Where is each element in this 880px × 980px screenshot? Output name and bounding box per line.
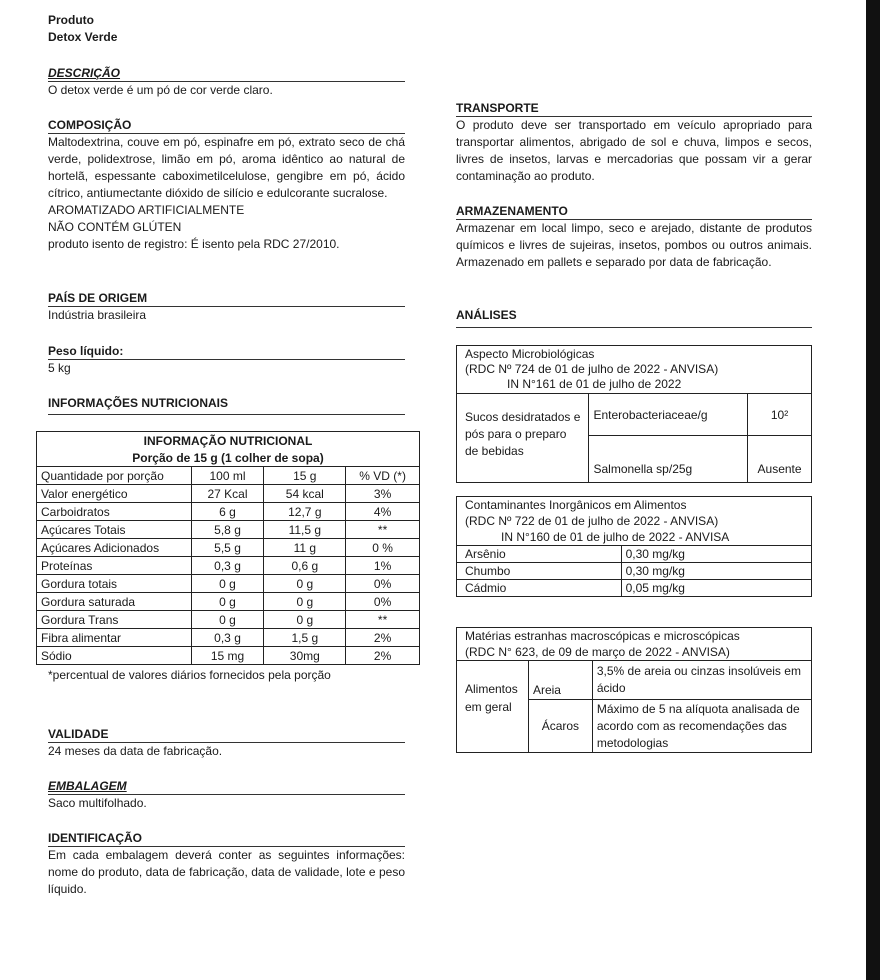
section-composicao (48, 118, 405, 253)
table-row (37, 485, 420, 503)
nutrient-value-100: 5,8 g (191, 521, 264, 539)
table-row (37, 647, 420, 665)
composicao-registro: produto isento de registro: É isento pela RDC 27/2010. (48, 237, 340, 251)
transporte-title: TRANSPORTE (456, 101, 812, 117)
nutrient-value-100: 5,5 g (191, 539, 264, 557)
nutrient-vd: ** (346, 521, 420, 539)
peso-text: 5 kg (48, 361, 71, 375)
origem-title: PAÍS DE ORIGEM (48, 291, 405, 307)
nutrient-vd: 0% (346, 575, 420, 593)
section-info-nutri (48, 396, 405, 415)
micro-in: IN N°161 de 01 de julho de 2022 (507, 377, 682, 391)
table-row (37, 557, 420, 575)
table-row (37, 611, 420, 629)
nutrient-value-portion: 12,7 g (264, 503, 346, 521)
identificacao-text: Em cada embalagem deverá conter as seguintes informações: nome do produto, data de fabricação, data de validade, lote e peso líquido. (48, 848, 405, 896)
table-row (457, 580, 812, 597)
nutrition-header-cell: 15 g (264, 467, 346, 485)
table-row (457, 563, 812, 580)
section-embalagem (48, 779, 405, 812)
nutrient-vd: 2% (346, 629, 420, 647)
nutrient-value-100: 0,3 g (191, 629, 264, 647)
nutrient-value-100: 0,3 g (191, 557, 264, 575)
nutrient-value-100: 27 Kcal (191, 485, 264, 503)
validade-title: VALIDADE (48, 727, 405, 743)
materias-category-line2: em geral (465, 700, 512, 714)
micro-limit: 10² (748, 394, 812, 436)
nutrition-header-cell: Quantidade por porção (37, 467, 192, 485)
contaminant-name: Arsênio (457, 546, 622, 563)
materias-table (456, 627, 812, 753)
micro-header (457, 346, 812, 394)
nutrient-name: Valor energético (37, 485, 192, 503)
materias-header (457, 628, 812, 661)
descricao-text: O detox verde é um pó de cor verde claro. (48, 83, 273, 97)
table-row (37, 629, 420, 647)
nutrient-value-100: 0 g (191, 593, 264, 611)
table-row (37, 503, 420, 521)
micro-title: Aspecto Microbiológicas (465, 347, 595, 361)
identificacao-title: IDENTIFICAÇÃO (48, 831, 405, 847)
nutrition-footnote: *percentual de valores diários fornecidos pela porção (48, 668, 331, 682)
product-name: Detox Verde (48, 30, 118, 44)
micro-rdc: (RDC Nº 724 de 01 de julho de 2022 - ANVISA) (465, 362, 719, 376)
table-row (37, 575, 420, 593)
nutrient-value-portion: 0 g (264, 575, 346, 593)
nutrient-value-100: 0 g (191, 611, 264, 629)
armazenamento-title: ARMAZENAMENTO (456, 204, 812, 220)
embalagem-text: Saco multifolhado. (48, 796, 147, 810)
contaminant-name: Cádmio (457, 580, 622, 597)
nutrition-header-cell: 100 ml (191, 467, 264, 485)
table-row (457, 546, 812, 563)
nutrition-header-row (37, 467, 420, 485)
nutrient-value-portion: 11 g (264, 539, 346, 557)
embalagem-title: EMBALAGEM (48, 779, 405, 795)
nutrient-vd: 0 % (346, 539, 420, 557)
nutrient-name: Açúcares Totais (37, 521, 192, 539)
contaminant-limit: 0,30 mg/kg (621, 546, 811, 563)
materias-areia: Areia (528, 661, 592, 700)
armazenamento-text: Armazenar em local limpo, seco e arejado, distante de produtos químicos e livres de sujeiras, insetos, pombos ou outros animais. Armazenado em pallets e separado por data de fabricação. (456, 221, 812, 269)
nutrient-value-portion: 30mg (264, 647, 346, 665)
composicao-gluten: NÃO CONTÉM GLÚTEN (48, 220, 182, 234)
product-label: Produto (48, 13, 94, 27)
micro-category: Sucos desidratados e pós para o preparo de bebidas (457, 394, 589, 483)
materias-acaros-value: Máximo de 5 na alíquota analisada de acordo com as recomendações das metodologias (592, 700, 811, 753)
nutrient-value-portion: 0 g (264, 611, 346, 629)
section-transporte (456, 101, 812, 185)
nutrient-name: Gordura Trans (37, 611, 192, 629)
nutrition-title: INFORMAÇÃO NUTRICIONAL (37, 432, 420, 450)
nutrition-table (36, 431, 420, 665)
contaminant-limit: 0,05 mg/kg (621, 580, 811, 597)
nutrient-vd: 3% (346, 485, 420, 503)
transporte-text: O produto deve ser transportado em veículo apropriado para transportar alimentos, abrigado de sol e chuva, limpos e secos, livres de insetos, larvas e mercadorias que possam vir a gerar contaminação ao produto. (456, 118, 812, 183)
materias-rdc: (RDC N° 623, de 09 de março de 2022 - ANVISA) (465, 645, 730, 659)
info-nutri-title: INFORMAÇÕES NUTRICIONAIS (48, 396, 405, 415)
nutrient-value-100: 6 g (191, 503, 264, 521)
descricao-title: DESCRIÇÃO (48, 66, 405, 82)
section-identificacao (48, 831, 405, 898)
nutrient-name: Açúcares Adicionados (37, 539, 192, 557)
nutrient-value-portion: 0 g (264, 593, 346, 611)
nutrient-value-portion: 54 kcal (264, 485, 346, 503)
nutrition-portion: Porção de 15 g (1 colher de sopa) (37, 449, 420, 467)
table-row (37, 593, 420, 611)
section-armazenamento (456, 204, 812, 271)
nutrient-vd: 0% (346, 593, 420, 611)
micro-limit: Ausente (748, 436, 812, 483)
nutrient-value-portion: 1,5 g (264, 629, 346, 647)
nutrient-name: Sódio (37, 647, 192, 665)
nutrient-name: Gordura saturada (37, 593, 192, 611)
nutrient-value-portion: 11,5 g (264, 521, 346, 539)
validade-text: 24 meses da data de fabricação. (48, 744, 223, 758)
micro-param: Enterobacteriaceae/g (589, 394, 748, 436)
section-peso (48, 344, 405, 377)
composicao-aromatizado: AROMATIZADO ARTIFICIALMENTE (48, 203, 245, 217)
contaminantes-rdc: (RDC Nº 722 de 01 de julho de 2022 - ANVISA) (465, 514, 719, 528)
nutrient-vd: 2% (346, 647, 420, 665)
contaminantes-title: Contaminantes Inorgânicos em Alimentos (465, 498, 687, 512)
section-origem (48, 291, 405, 324)
section-descricao (48, 66, 405, 99)
nutrition-header-cell: % VD (*) (346, 467, 420, 485)
origem-text: Indústria brasileira (48, 308, 147, 322)
nutrient-name: Proteínas (37, 557, 192, 575)
composicao-title: COMPOSIÇÃO (48, 118, 405, 134)
contaminant-name: Chumbo (457, 563, 622, 580)
nutrient-vd: ** (346, 611, 420, 629)
peso-title: Peso líquido: (48, 344, 405, 360)
nutrient-value-100: 0 g (191, 575, 264, 593)
section-analises (456, 308, 812, 328)
nutrient-value-100: 15 mg (191, 647, 264, 665)
contaminantes-header (457, 497, 812, 546)
nutrient-name: Gordura totais (37, 575, 192, 593)
materias-areia-value: 3,5% de areia ou cinzas insolúveis em ácido (592, 661, 811, 700)
materias-acaros: Ácaros (528, 700, 592, 753)
micro-param: Salmonella sp/25g (589, 436, 748, 483)
materias-category (457, 661, 529, 753)
materias-title: Matérias estranhas macroscópicas e microscópicas (465, 629, 740, 643)
contaminantes-table (456, 496, 812, 597)
micro-table (456, 345, 812, 483)
scrollbar-edge (866, 0, 880, 980)
table-row (37, 539, 420, 557)
analises-title: ANÁLISES (456, 308, 812, 328)
nutrient-vd: 1% (346, 557, 420, 575)
contaminantes-in: IN N°160 de 01 de julho de 2022 - ANVISA (501, 530, 730, 544)
contaminant-limit: 0,30 mg/kg (621, 563, 811, 580)
nutrient-name: Carboidratos (37, 503, 192, 521)
product-header (48, 12, 117, 46)
materias-category-line1: Alimentos (465, 682, 518, 696)
nutrient-name: Fibra alimentar (37, 629, 192, 647)
table-row (37, 521, 420, 539)
composicao-text: Maltodextrina, couve em pó, espinafre em pó, extrato seco de chá verde, polidextrose, limão em pó, aroma idêntico ao natural de hortelã, espessante caboximetilcelulose, gengibre em pó, ácido cítrico, antiumectante dióxido de silício e edulcorante sucralose. (48, 135, 405, 200)
section-validade (48, 727, 405, 760)
nutrient-vd: 4% (346, 503, 420, 521)
nutrient-value-portion: 0,6 g (264, 557, 346, 575)
